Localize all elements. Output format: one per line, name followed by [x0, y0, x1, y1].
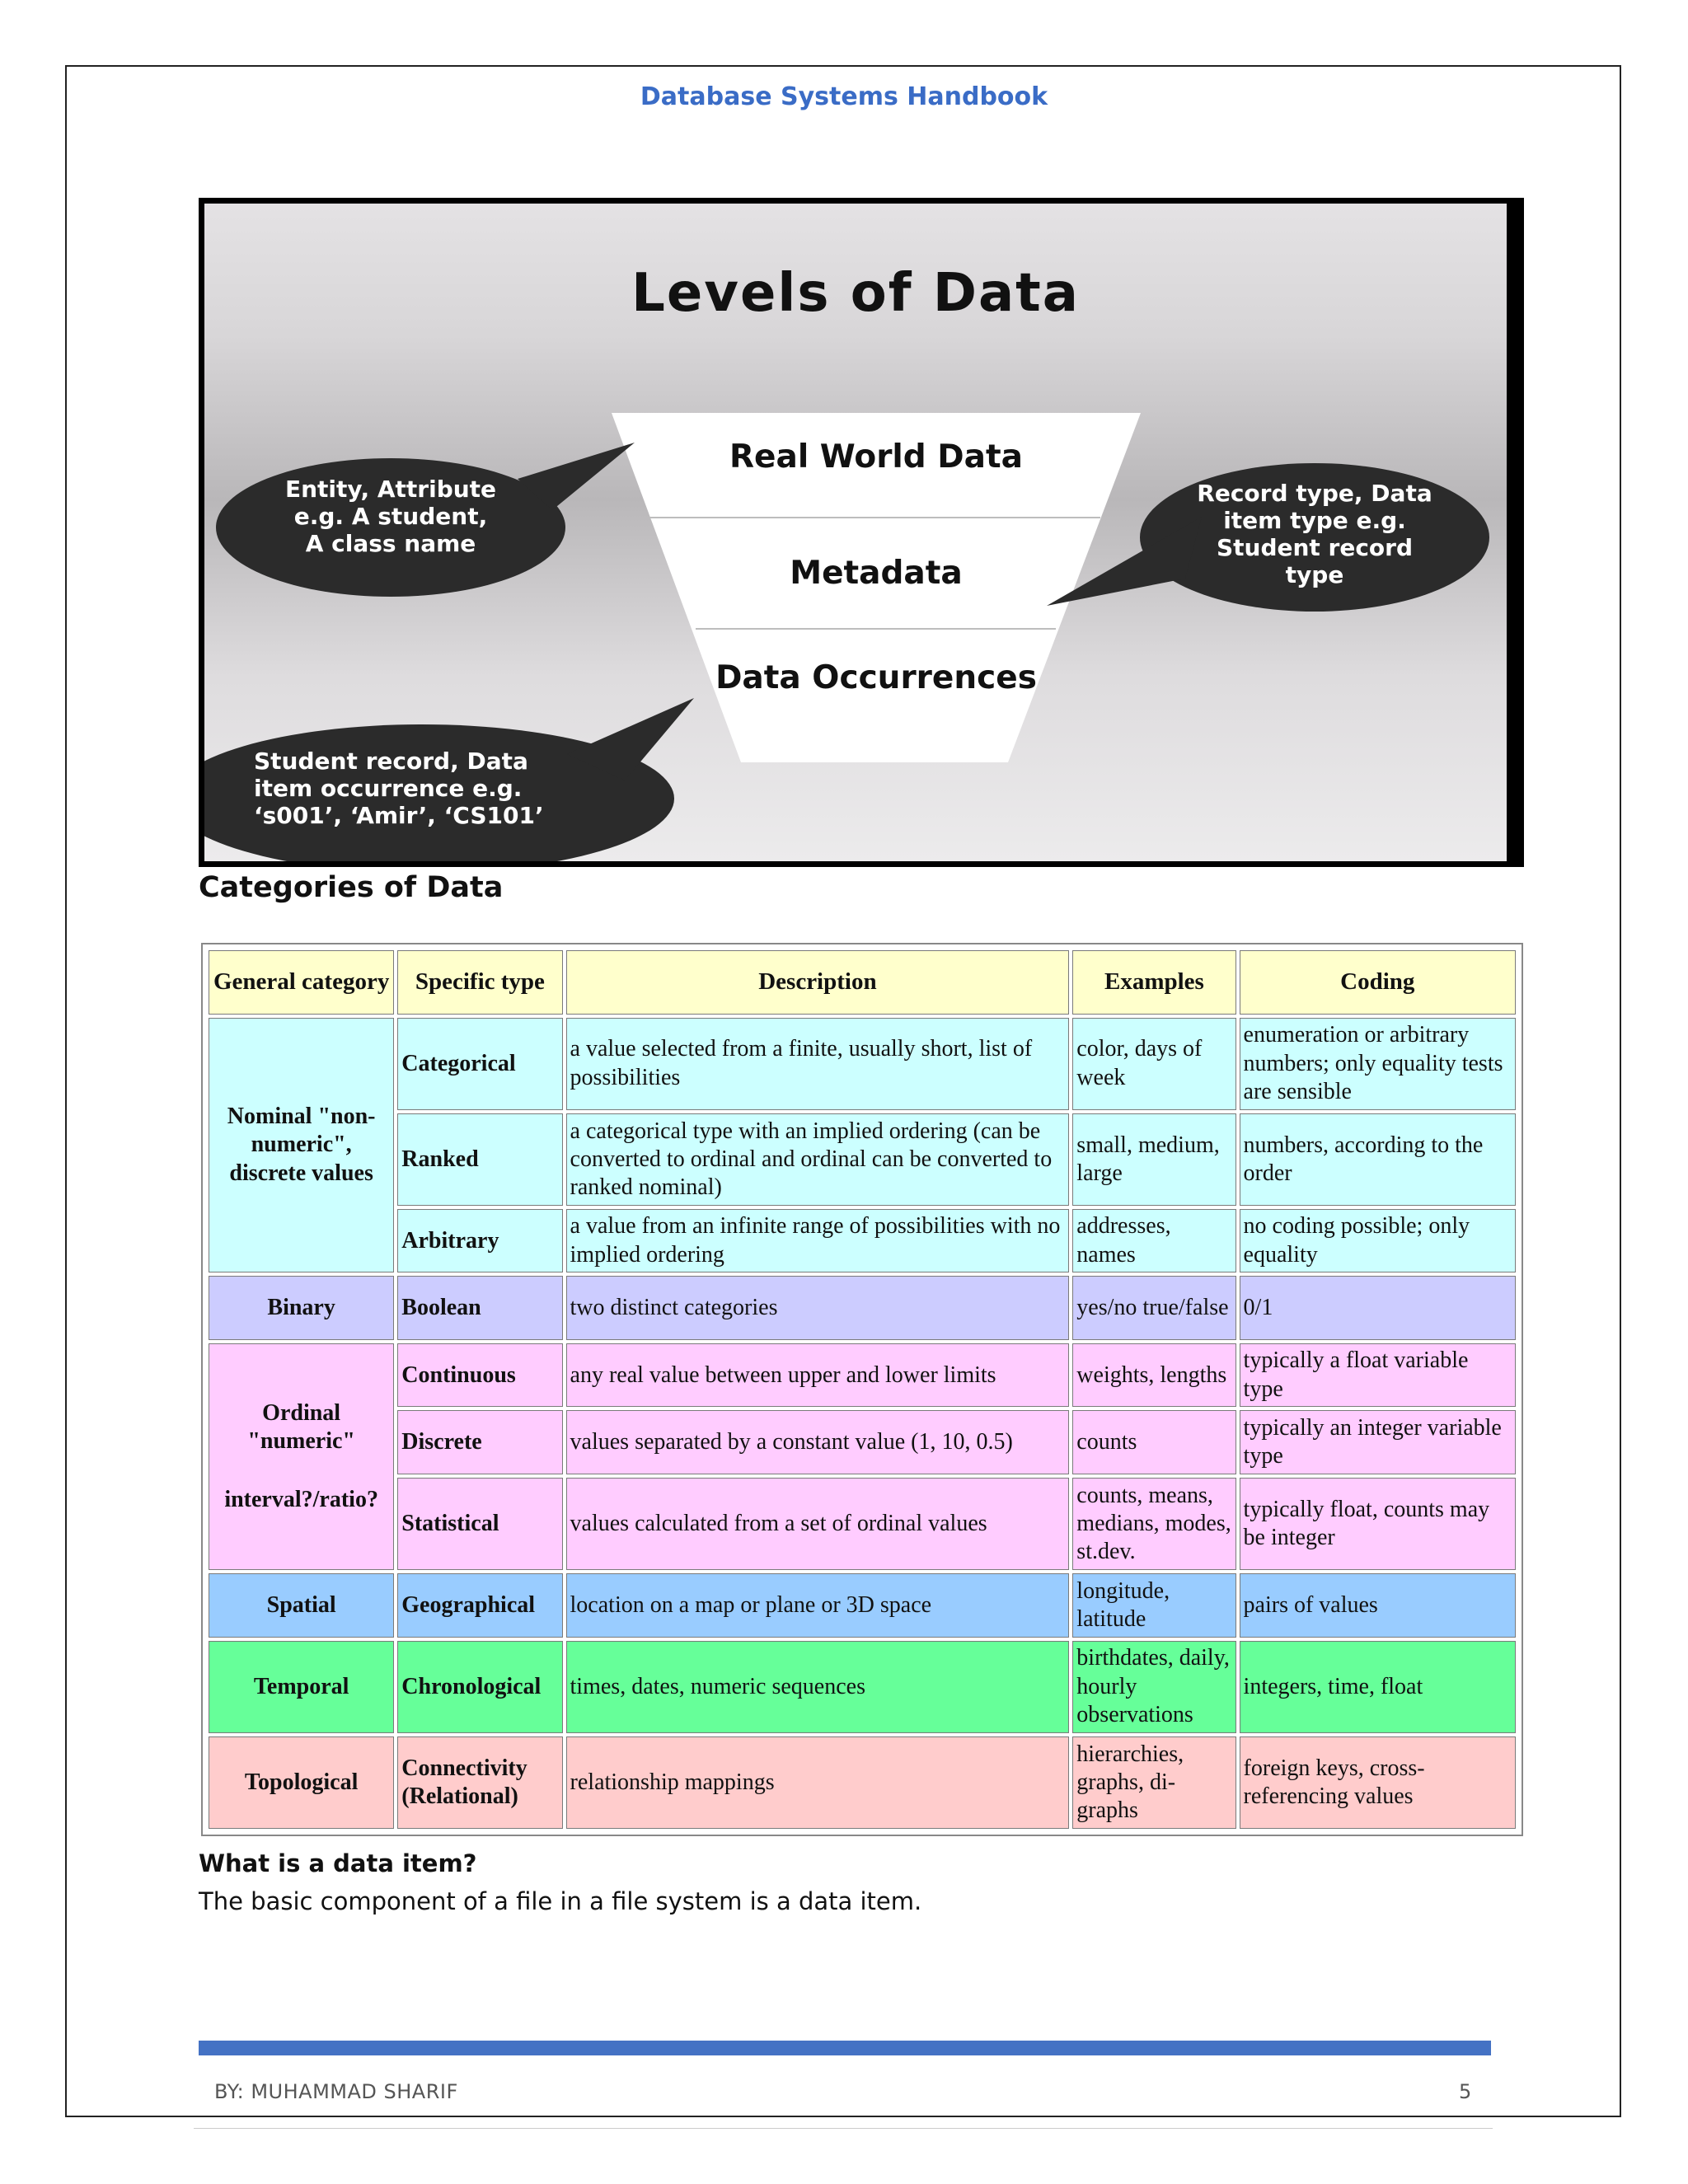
cell-description: location on a map or plane or 3D space	[566, 1573, 1070, 1638]
bubble-line: e.g. A student,	[293, 503, 488, 531]
table-row	[209, 1113, 1516, 1206]
cell-coding: enumeration or arbitrary numbers; only equality tests are sensible	[1240, 1018, 1516, 1110]
question-heading: What is a data item?	[199, 1849, 477, 1877]
cell-examples: longitude, latitude	[1072, 1573, 1236, 1638]
bubble-left-bottom-text	[254, 748, 633, 829]
cell-coding: pairs of values	[1240, 1573, 1516, 1638]
figure-edge	[1507, 204, 1518, 861]
bubble-line: item occurrence e.g.	[254, 775, 523, 803]
table-row	[209, 1276, 1516, 1340]
cell-coding: typically float, counts may be integer	[1240, 1478, 1516, 1570]
bottom-rule	[194, 2128, 1493, 2129]
header-specific-type: Specific type	[397, 950, 562, 1015]
level-real-world-data: Real World Data	[729, 438, 1023, 476]
group-temporal: Temporal	[209, 1641, 394, 1733]
cell-type: Boolean	[397, 1276, 562, 1340]
group-ordinal-line-1: Ordinal "numeric"	[247, 1400, 355, 1455]
cell-examples: yes/no true/false	[1072, 1276, 1236, 1340]
cell-coding: no coding possible; only equality	[1240, 1209, 1516, 1273]
cell-type: Geographical	[397, 1573, 562, 1638]
bubble-line: A class name	[305, 530, 476, 558]
cell-coding: typically a float variable type	[1240, 1343, 1516, 1408]
cell-type: Continuous	[397, 1343, 562, 1408]
table-row	[209, 1209, 1516, 1273]
bubble-line: ‘s001’, ‘Amir’, ‘CS101’	[254, 802, 544, 830]
cell-description: a value from an infinite range of possibilities with no implied ordering	[566, 1209, 1070, 1273]
cell-examples: addresses, names	[1072, 1209, 1236, 1273]
cell-type: Arbitrary	[397, 1209, 562, 1273]
cell-examples: color, days of week	[1072, 1018, 1236, 1110]
cell-type: Categorical	[397, 1018, 562, 1110]
cell-description: a categorical type with an implied ordering (can be converted to ordinal and ordinal can be converted to ranked nominal)	[566, 1113, 1070, 1206]
level-metadata: Metadata	[790, 555, 963, 592]
header-general-category: General category	[209, 950, 394, 1015]
bubble-line: Student record	[1216, 534, 1414, 562]
cell-type: Chronological	[397, 1641, 562, 1733]
cell-coding: 0/1	[1240, 1276, 1516, 1340]
cell-examples: counts, means, medians, modes, st.dev.	[1072, 1478, 1236, 1570]
cell-description: two distinct categories	[566, 1276, 1070, 1340]
table-row	[209, 1736, 1516, 1829]
bubble-left-top-text	[242, 476, 539, 557]
header-title: Database Systems Handbook	[640, 82, 1048, 111]
table-header-row	[209, 950, 1516, 1015]
cell-coding: integers, time, float	[1240, 1641, 1516, 1733]
footer-bar	[199, 2041, 1491, 2055]
bubble-right-text	[1166, 480, 1463, 588]
bubble-line: type	[1285, 561, 1344, 589]
cell-examples: birthdates, daily, hourly observations	[1072, 1641, 1236, 1733]
cell-coding: typically an integer variable type	[1240, 1410, 1516, 1474]
question-body: The basic component of a file in a file system is a data item.	[199, 1887, 922, 1915]
cell-type: Ranked	[397, 1113, 562, 1206]
bubble-line: item type e.g.	[1223, 507, 1406, 535]
page-number: 5	[1459, 2080, 1472, 2103]
table-row	[209, 1343, 1516, 1408]
cell-examples: counts	[1072, 1410, 1236, 1474]
cell-description: times, dates, numeric sequences	[566, 1641, 1070, 1733]
cell-coding: foreign keys, cross-referencing values	[1240, 1736, 1516, 1829]
group-ordinal-line-2: interval?/ratio?	[224, 1486, 378, 1512]
table-row	[209, 1410, 1516, 1474]
table-row	[209, 1018, 1516, 1110]
header-coding: Coding	[1240, 950, 1516, 1015]
cell-type: Connectivity (Relational)	[397, 1736, 562, 1829]
section-heading: Categories of Data	[199, 871, 504, 904]
cell-description: a value selected from a finite, usually short, list of possibilities	[566, 1018, 1070, 1110]
group-nominal: Nominal "non-numeric", discrete values	[209, 1018, 394, 1273]
table-row	[209, 1641, 1516, 1733]
header-examples: Examples	[1072, 950, 1236, 1015]
table-row	[209, 1478, 1516, 1570]
cell-coding: numbers, according to the order	[1240, 1113, 1516, 1206]
bubble-line: Entity, Attribute	[284, 476, 497, 503]
cell-examples: hierarchies, graphs, di-graphs	[1072, 1736, 1236, 1829]
bubble-line: Record type, Data	[1197, 480, 1432, 507]
cell-description: relationship mappings	[566, 1736, 1070, 1829]
figure-title: Levels of Data	[631, 263, 1080, 324]
group-topological: Topological	[209, 1736, 394, 1829]
categories-table	[201, 943, 1523, 1836]
cell-examples: small, medium, large	[1072, 1113, 1236, 1206]
cell-type: Discrete	[397, 1410, 562, 1474]
levels-of-data-figure	[199, 198, 1524, 867]
cell-examples: weights, lengths	[1072, 1343, 1236, 1408]
group-ordinal	[209, 1343, 394, 1570]
level-data-occurrences: Data Occurrences	[715, 659, 1037, 696]
table-row	[209, 1573, 1516, 1638]
group-spatial: Spatial	[209, 1573, 394, 1638]
header-description: Description	[566, 950, 1070, 1015]
cell-description: values calculated from a set of ordinal values	[566, 1478, 1070, 1570]
bubble-line: Student record, Data	[254, 748, 528, 775]
group-binary: Binary	[209, 1276, 394, 1340]
cell-description: values separated by a constant value (1, 10, 0.5)	[566, 1410, 1070, 1474]
cell-type: Statistical	[397, 1478, 562, 1570]
footer-author: BY: MUHAMMAD SHARIF	[214, 2080, 458, 2103]
cell-description: any real value between upper and lower limits	[566, 1343, 1070, 1408]
